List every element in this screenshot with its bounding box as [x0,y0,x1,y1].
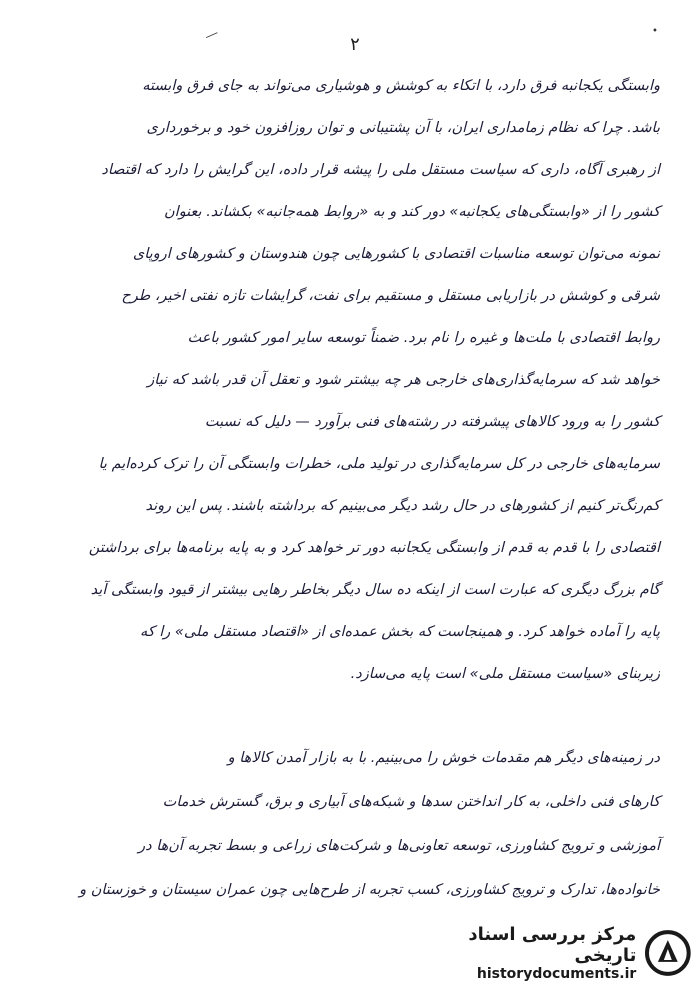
text-line: وابستگی یکجانبه فرق دارد، با اتکاء به کوشش و هوشیاری می‌تواند به جای فرق وابسته [142,78,660,94]
text-line: سرمایه‌های خارجی در کل سرمایه‌گذاری در تولید ملی، خطرات وابستگی آن را ترک کرده‌ایم یا [98,456,660,472]
archive-logo-icon [644,929,692,977]
text-line: کارهای فنی داخلی، به کار انداختن سدها و شبکه‌های آبیاری و برق، گسترش خدمات [162,794,660,810]
page-number: ۲ [350,34,360,55]
watermark-logo [402,922,692,984]
text-line: کم‌رنگ‌تر کنیم از کشورهای در حال رشد دیگر می‌بینیم که برداشته باشند. پس این روند [145,498,660,514]
text-line: کشور را از «وابستگی‌های یکجانبه» دور کند و به «روابط همه‌جانبه» بکشاند. بعنوان [164,204,660,220]
text-line: اقتصادی را با قدم به قدم از وابستگی یکجانبه دور تر خواهد کرد و به پایه برنامه‌ها برای برداشتن [88,540,660,556]
watermark-url: historydocuments.ir [476,966,637,982]
text-line: شرقی و کوشش در بازاریابی مستقل و مستقیم برای نفت، گرایشات تازه نفتی اخیر، طرح [121,288,660,304]
text-line: گام بزرگ دیگری که عبارت است از اینکه ده سال دیگر بخاطر رهایی بیشتر از قیود وابستگی آید [90,582,660,598]
text-line: پایه را آماده خواهد کرد. و همینجاست که بخش عمده‌ای از «اقتصاد مستقل ملی» را که [139,624,660,640]
text-line: روابط اقتصادی با ملت‌ها و غیره را نام برد. ضمناً توسعه سایر امور کشور باعث [187,330,660,346]
text-line: در زمینه‌های دیگر هم مقدمات خوش را می‌بینیم. با به بازار آمدن کالاها و [227,750,660,766]
text-line: از رهبری آگاه، داری که سیاست مستقل ملی را پیشه قرار داده، این گرایش را دارد که اقتصاد [101,162,660,178]
text-line: نمونه می‌توان توسعه مناسبات اقتصادی با کشورهایی چون هندوستان و کشورهای اروپای [132,246,660,262]
watermark-title: مرکز بررسی اسناد تاریخی [468,924,637,966]
pen-mark: ⁄ [205,28,217,44]
pen-dot: • [652,26,658,37]
text-line: کشور را به ورود کالاهای پیشرفته در رشته‌های فنی برآورد — دلیل که نسبت [204,414,660,430]
text-line: باشد. چرا که نظام زمامداری ایران، با آن پشتیبانی و توان روزافزون خود و برخورداری [146,120,660,136]
text-line: آموزشی و ترویج کشاورزی، توسعه تعاونی‌ها و شرکت‌های زراعی و بسط تجربه آن‌ها در [138,838,660,854]
text-line: خانواده‌ها، تدارک و ترویج کشاورزی، کسب تجربه از طرح‌هایی چون عمران سیستان و خوزستان و [79,882,660,898]
text-line: خواهد شد که سرمایه‌گذاری‌های خارجی هر چه بیشتر شود و تعقل آن قدر باشد که نیاز [147,372,660,388]
text-line: زیربنای «سیاست مستقل ملی» است پایه می‌سازد. [350,666,660,682]
